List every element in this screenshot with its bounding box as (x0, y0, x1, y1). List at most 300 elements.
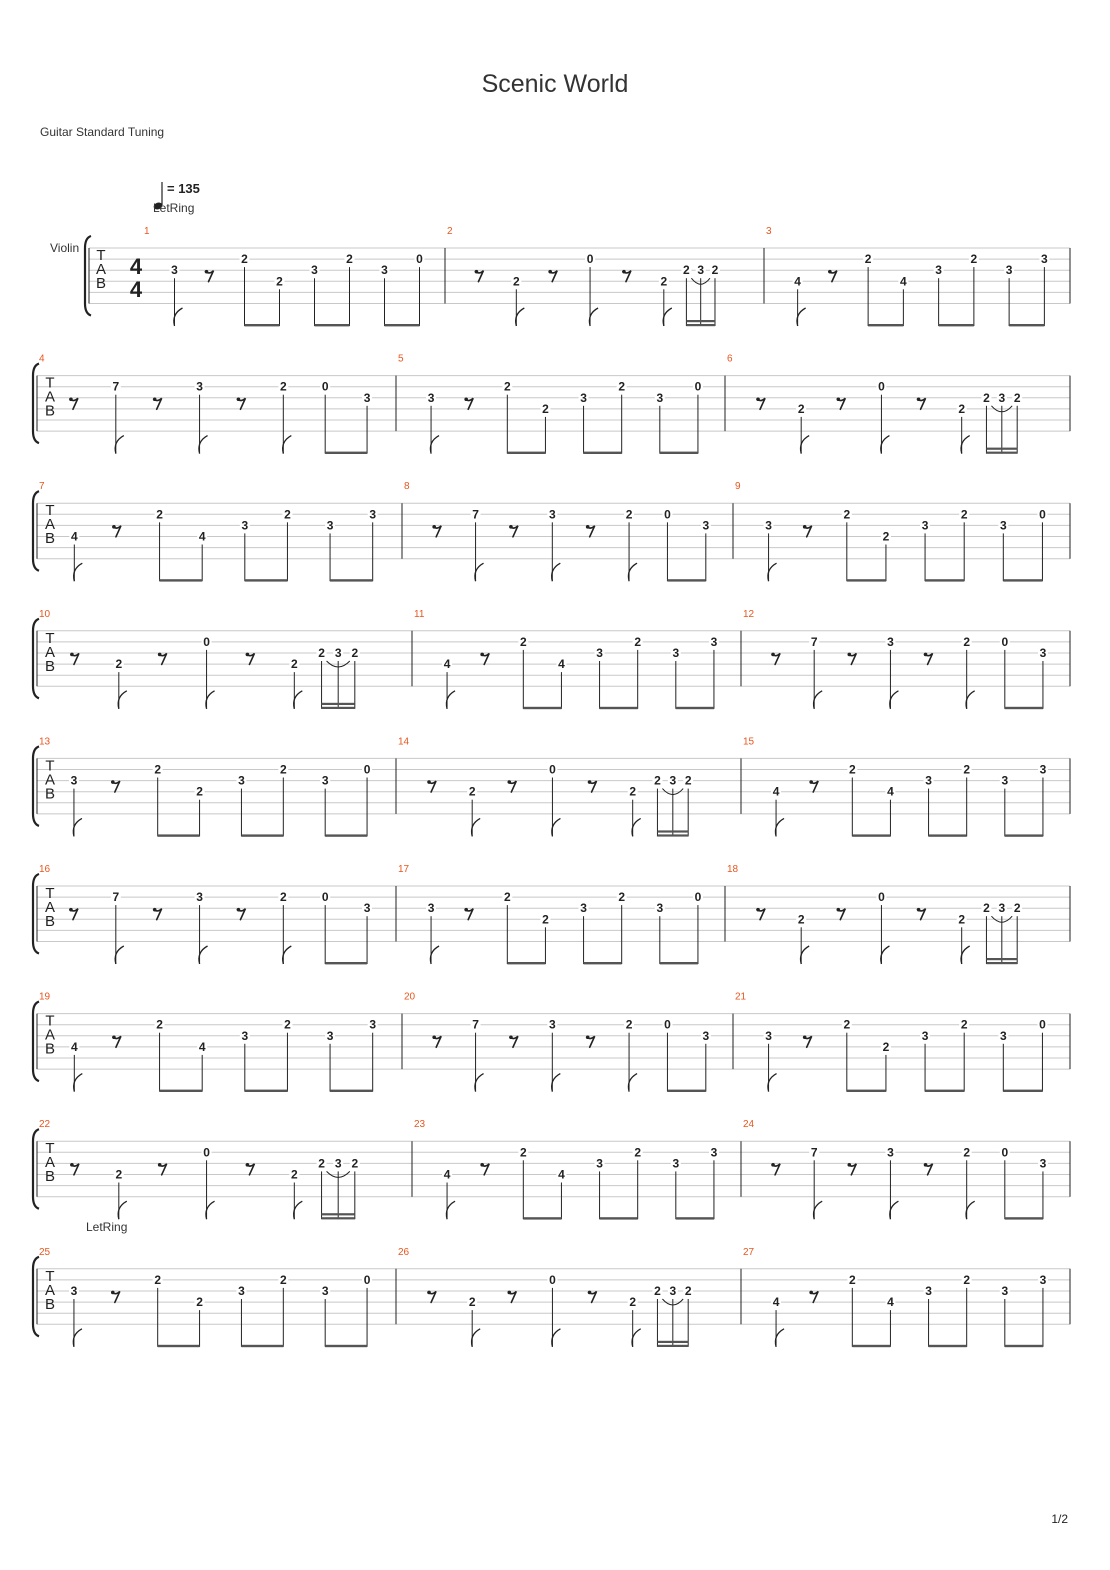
fret-number: 3 (1039, 646, 1047, 660)
measure-number: 8 (404, 481, 410, 493)
measure-number: 13 (39, 736, 51, 748)
fret-number: 2 (983, 901, 990, 916)
note-flag (814, 691, 823, 709)
eighth-rest-dot (509, 1035, 513, 1039)
fret-number: 4 (558, 1167, 565, 1182)
note-flag (775, 1329, 784, 1347)
fret-number: 2 (468, 1295, 476, 1310)
beam (160, 579, 203, 581)
measure-number: 14 (398, 736, 410, 748)
beam-16th (322, 707, 355, 709)
eighth-rest-dot (508, 1291, 512, 1295)
eighth-rest-dot (246, 653, 250, 657)
note-flag (174, 308, 183, 326)
beam-16th (657, 830, 688, 832)
beam-16th (322, 1217, 355, 1219)
beam (325, 834, 367, 836)
fret-number: 4 (772, 1295, 780, 1310)
fret-number: 3 (580, 390, 587, 405)
beam (160, 1090, 203, 1092)
beam (158, 834, 200, 836)
fret-number: 2 (625, 507, 633, 522)
eighth-rest-dot (158, 653, 162, 657)
tab-clef-letter: B (44, 1040, 56, 1058)
note-flag (472, 1329, 481, 1347)
fret-number: 3 (334, 646, 342, 660)
fret-number: 0 (694, 890, 702, 905)
note-flag (73, 1329, 82, 1347)
beam (241, 1345, 283, 1347)
note-flag (814, 1201, 823, 1219)
tab-clef-letter: B (44, 785, 56, 803)
fret-number: 3 (1039, 1156, 1047, 1171)
beam (600, 707, 638, 709)
fret-number: 4 (772, 784, 780, 799)
note-flag (74, 563, 83, 581)
fret-number: 2 (351, 646, 359, 660)
fret-number: 3 (1001, 773, 1009, 788)
note-flag (552, 1074, 561, 1092)
eighth-rest-dot (111, 1291, 115, 1295)
fret-number: 3 (672, 1156, 680, 1171)
eighth-rest-dot (509, 525, 513, 529)
fret-number: 2 (279, 1272, 287, 1287)
tab-clef-letter: A (95, 261, 107, 278)
eighth-rest-dot (432, 1035, 436, 1039)
eighth-rest-dot (237, 397, 241, 401)
eighth-rest-dot (153, 908, 157, 912)
fret-number: 3 (321, 773, 329, 788)
fret-number: 7 (112, 379, 120, 394)
fret-number: 3 (334, 1156, 342, 1171)
fret-number: 7 (472, 1017, 479, 1032)
beam-16th (657, 1341, 688, 1343)
tab-clef-letter: A (44, 1026, 56, 1044)
fret-number: 4 (900, 274, 907, 289)
fret-number: 7 (810, 634, 818, 649)
eighth-rest-dot (158, 1163, 162, 1167)
beam (600, 1217, 638, 1219)
beam (1009, 324, 1044, 326)
measure-number: 7 (39, 481, 45, 493)
beam (245, 1090, 288, 1092)
note-flag (966, 691, 975, 709)
note-flag (475, 563, 484, 581)
measure-number: 10 (39, 608, 51, 620)
eighth-rest-dot (464, 397, 468, 401)
eighth-rest-dot (508, 780, 512, 784)
fret-number: 3 (427, 390, 435, 405)
eighth-rest-dot (586, 525, 590, 529)
beam-16th (686, 320, 715, 322)
fret-number: 4 (70, 1039, 78, 1054)
fret-number: 3 (669, 1284, 677, 1298)
fret-number: 2 (196, 1295, 203, 1310)
measure-number: 3 (766, 226, 772, 237)
tab-clef-letter: A (44, 643, 56, 661)
tab-clef-letter: A (44, 1154, 56, 1172)
beam (241, 834, 283, 836)
tab-clef-letter: A (44, 1281, 56, 1299)
fret-number: 7 (472, 507, 479, 522)
beam (315, 324, 350, 326)
beam (245, 579, 288, 581)
fret-number: 3 (238, 1284, 245, 1298)
fret-number: 3 (241, 518, 249, 533)
fret-number: 2 (848, 762, 856, 777)
fret-number: 2 (882, 1039, 890, 1054)
fret-number: 3 (311, 263, 318, 278)
page-number: 1/2 (1051, 1512, 1068, 1526)
beam-16th (686, 324, 715, 326)
beam (852, 1345, 890, 1347)
eighth-rest-dot (69, 397, 73, 401)
fret-number: 3 (326, 518, 334, 533)
fret-number: 0 (549, 1272, 556, 1287)
eighth-rest-dot (237, 908, 241, 912)
fret-number: 2 (958, 401, 966, 416)
fret-number: 2 (284, 1017, 291, 1032)
note-flag (552, 1329, 561, 1347)
measure-number: 12 (743, 608, 755, 620)
note-flag (768, 1074, 777, 1092)
note-flag (283, 436, 292, 454)
fret-number: 3 (935, 263, 942, 278)
eighth-rest-dot (70, 653, 74, 657)
beam (1003, 579, 1042, 581)
eighth-rest-dot (69, 908, 73, 912)
fret-number: 3 (1039, 1272, 1047, 1287)
note-flag (446, 691, 455, 709)
fret-number: 3 (241, 1028, 249, 1043)
measure-number: 21 (735, 991, 747, 1003)
note-flag (801, 946, 810, 964)
measure-number: 4 (39, 353, 45, 365)
fret-number: 0 (1039, 1017, 1046, 1032)
eighth-rest-dot (924, 1163, 928, 1167)
fret-number: 2 (843, 507, 851, 522)
eighth-rest-dot (432, 525, 436, 529)
fret-number: 2 (963, 762, 971, 777)
fret-number: 2 (196, 784, 203, 799)
beam (325, 452, 367, 454)
fret-number: 3 (999, 1028, 1007, 1043)
let-ring-label: LetRing (153, 201, 195, 215)
note-flag (881, 946, 890, 964)
fret-number: 3 (369, 507, 377, 522)
fret-number: 3 (921, 1028, 929, 1043)
fret-number: 2 (634, 634, 642, 649)
eighth-rest-dot (924, 653, 928, 657)
fret-number: 3 (998, 390, 1006, 405)
eighth-rest-dot (464, 908, 468, 912)
beam (660, 452, 698, 454)
tab-clef-letter: A (44, 771, 56, 789)
fret-number: 2 (276, 274, 283, 289)
fret-number: 4 (794, 274, 801, 289)
fret-number: 3 (326, 1028, 334, 1043)
eighth-rest-dot (803, 525, 807, 529)
fret-number: 4 (198, 1039, 206, 1054)
eighth-rest-dot (803, 1035, 807, 1039)
beam (584, 452, 622, 454)
tab-clef-letter: B (44, 402, 56, 420)
fret-number: 2 (864, 252, 872, 267)
fret-number: 2 (654, 773, 661, 788)
fret-number: 7 (810, 1145, 818, 1160)
fret-number: 3 (196, 379, 203, 394)
fret-number: 3 (381, 263, 388, 278)
fret-number: 2 (797, 401, 805, 416)
fret-number: 3 (427, 901, 435, 916)
measure-number: 6 (727, 353, 733, 365)
fret-number: 3 (887, 634, 894, 649)
note-flag (628, 1074, 637, 1092)
fret-number: 2 (115, 657, 123, 672)
beam (325, 962, 367, 964)
fret-number: 2 (519, 634, 527, 649)
beam (1005, 834, 1043, 836)
fret-number: 2 (279, 762, 287, 777)
fret-number: 3 (363, 390, 371, 405)
fret-number: 3 (238, 773, 245, 788)
note-flag (283, 946, 292, 964)
eighth-rest-dot (837, 397, 841, 401)
beam-16th (986, 452, 1017, 454)
fret-number: 3 (999, 518, 1007, 533)
note-flag (801, 436, 810, 454)
fret-number: 2 (503, 890, 511, 905)
fret-number: 3 (656, 390, 664, 405)
eighth-rest-dot (756, 397, 760, 401)
note-flag (890, 1201, 899, 1219)
eighth-rest-dot (480, 653, 484, 657)
tab-clef-letter: B (44, 657, 56, 675)
fret-number: 3 (921, 518, 929, 533)
beam (1005, 1345, 1043, 1347)
beam (523, 707, 561, 709)
fret-number: 3 (710, 634, 718, 649)
fret-number: 0 (586, 252, 594, 267)
fret-number: 2 (618, 890, 626, 905)
note-flag (961, 436, 970, 454)
beam (925, 1090, 964, 1092)
fret-number: 7 (112, 890, 120, 905)
beam (939, 324, 974, 326)
eighth-rest-dot (70, 1163, 74, 1167)
fret-number: 2 (542, 401, 549, 416)
fret-number: 0 (878, 379, 885, 394)
beam (523, 1217, 561, 1219)
note-flag (472, 818, 481, 836)
fret-number: 2 (618, 379, 626, 394)
note-flag (115, 946, 124, 964)
fret-number: 4 (198, 529, 206, 544)
fret-number: 2 (848, 1272, 856, 1287)
eighth-rest-dot (917, 397, 921, 401)
fret-number: 2 (983, 390, 990, 405)
fret-number: 2 (290, 657, 298, 672)
fret-number: 0 (416, 252, 423, 267)
fret-number: 2 (115, 1167, 123, 1182)
measure-number: 9 (735, 481, 741, 493)
measure-number: 16 (39, 864, 51, 875)
tab-clef-letter: A (44, 516, 56, 534)
fret-number: 2 (970, 252, 978, 267)
fret-number: 4 (887, 784, 894, 799)
eighth-rest-dot (756, 908, 760, 912)
eighth-rest-dot (809, 1291, 813, 1295)
fret-number: 0 (363, 762, 371, 777)
fret-number: 2 (156, 507, 163, 522)
beam (847, 579, 886, 581)
fret-number: 0 (1001, 1145, 1009, 1160)
fret-number: 3 (596, 1156, 603, 1171)
fret-number: 0 (1039, 507, 1046, 522)
fret-number: 3 (1005, 263, 1013, 278)
fret-number: 3 (1041, 252, 1048, 267)
note-flag (552, 818, 561, 836)
eighth-rest-dot (588, 1291, 592, 1295)
eighth-rest-dot (475, 270, 479, 274)
note-flag (632, 818, 641, 836)
note-flag (628, 563, 637, 581)
measure-number: 2 (447, 226, 453, 237)
note-flag (294, 1201, 303, 1219)
note-flag (446, 1201, 455, 1219)
fret-number: 0 (664, 507, 671, 522)
measure-number: 17 (398, 864, 410, 875)
note-flag (797, 308, 806, 326)
fret-number: 2 (519, 1145, 527, 1160)
eighth-rest-dot (588, 780, 592, 784)
fret-number: 2 (654, 1284, 661, 1298)
tab-clef-letter: B (44, 913, 56, 930)
tab-clef-letter: T (45, 757, 55, 775)
measure-number: 15 (743, 736, 755, 748)
score-title: Scenic World (481, 70, 629, 98)
eighth-rest-dot (586, 1035, 590, 1039)
beam (676, 707, 714, 709)
note-flag (206, 1201, 215, 1219)
note-flag (890, 691, 899, 709)
fret-number: 2 (290, 1167, 298, 1182)
fret-number: 2 (241, 252, 248, 267)
measure-number: 11 (414, 608, 425, 620)
tab-clef-letter: B (44, 1168, 56, 1186)
beam (852, 834, 890, 836)
fret-number: 3 (171, 263, 178, 278)
fret-number: 3 (669, 773, 677, 788)
note-flag (552, 563, 561, 581)
note-flag (966, 1201, 975, 1219)
measure-number: 22 (39, 1119, 51, 1131)
measure-number: 26 (398, 1246, 410, 1258)
eighth-rest-dot (848, 653, 852, 657)
fret-number: 2 (963, 1145, 971, 1160)
note-flag (961, 946, 970, 964)
fret-number: 3 (697, 263, 705, 278)
beam-16th (322, 703, 355, 705)
beam (660, 962, 698, 964)
tab-clef-letter: B (44, 530, 56, 548)
measure-number: 1 (144, 226, 150, 237)
fret-number: 2 (684, 1284, 692, 1298)
tab-clef-letter: T (45, 1012, 55, 1030)
note-flag (475, 1074, 484, 1092)
fret-number: 3 (369, 1017, 377, 1032)
fret-number: 2 (625, 1017, 633, 1032)
note-flag (294, 691, 303, 709)
beam-16th (986, 448, 1017, 450)
fret-number: 2 (843, 1017, 851, 1032)
tab-clef-letter: T (45, 629, 55, 647)
fret-number: 2 (1013, 901, 1021, 916)
beam (676, 1217, 714, 1219)
fret-number: 2 (629, 784, 637, 799)
fret-number: 2 (958, 912, 966, 927)
note-flag (199, 946, 208, 964)
fret-number: 3 (70, 1284, 78, 1298)
fret-number: 2 (960, 507, 968, 522)
tab-clef-letter: T (45, 502, 55, 520)
tab-clef-letter: T (45, 885, 55, 902)
measure-number: 5 (398, 353, 404, 365)
fret-number: 2 (882, 529, 890, 544)
let-ring-label: LetRing (86, 1219, 128, 1234)
fret-number: 2 (542, 912, 549, 927)
fret-number: 2 (351, 1156, 359, 1171)
eighth-rest-dot (205, 270, 209, 274)
fret-number: 0 (549, 762, 556, 777)
beam (507, 452, 545, 454)
fret-number: 0 (203, 1145, 210, 1160)
fret-number: 2 (683, 263, 690, 278)
note-flag (206, 691, 215, 709)
note-flag (589, 308, 598, 326)
note-flag (115, 436, 124, 454)
tab-clef-letter: B (44, 1295, 56, 1313)
eighth-rest-dot (809, 780, 813, 784)
eighth-rest-dot (153, 397, 157, 401)
fret-number: 3 (196, 890, 203, 905)
note-flag (663, 308, 672, 326)
note-flag (199, 436, 208, 454)
eighth-rest-dot (111, 780, 115, 784)
beam (158, 1345, 200, 1347)
eighth-rest-dot (771, 1163, 775, 1167)
tuning-label: Guitar Standard Tuning (40, 125, 165, 139)
tab-clef-letter: T (96, 247, 106, 264)
fret-number: 2 (279, 379, 287, 394)
beam (330, 1090, 373, 1092)
fret-number: 2 (154, 762, 162, 777)
eighth-rest-dot (112, 1035, 116, 1039)
fret-number: 0 (664, 1017, 671, 1032)
beam (1003, 1090, 1042, 1092)
note-flag (430, 946, 439, 964)
fret-number: 2 (468, 784, 476, 799)
fret-number: 3 (710, 1145, 718, 1160)
note-flag (632, 1329, 641, 1347)
tempo-marking: = 135 (167, 181, 200, 196)
fret-number: 3 (925, 1284, 932, 1298)
measure-number: 20 (404, 991, 416, 1003)
beam (1005, 1217, 1043, 1219)
beam (868, 324, 903, 326)
beam-16th (986, 958, 1017, 960)
note-flag (118, 691, 127, 709)
